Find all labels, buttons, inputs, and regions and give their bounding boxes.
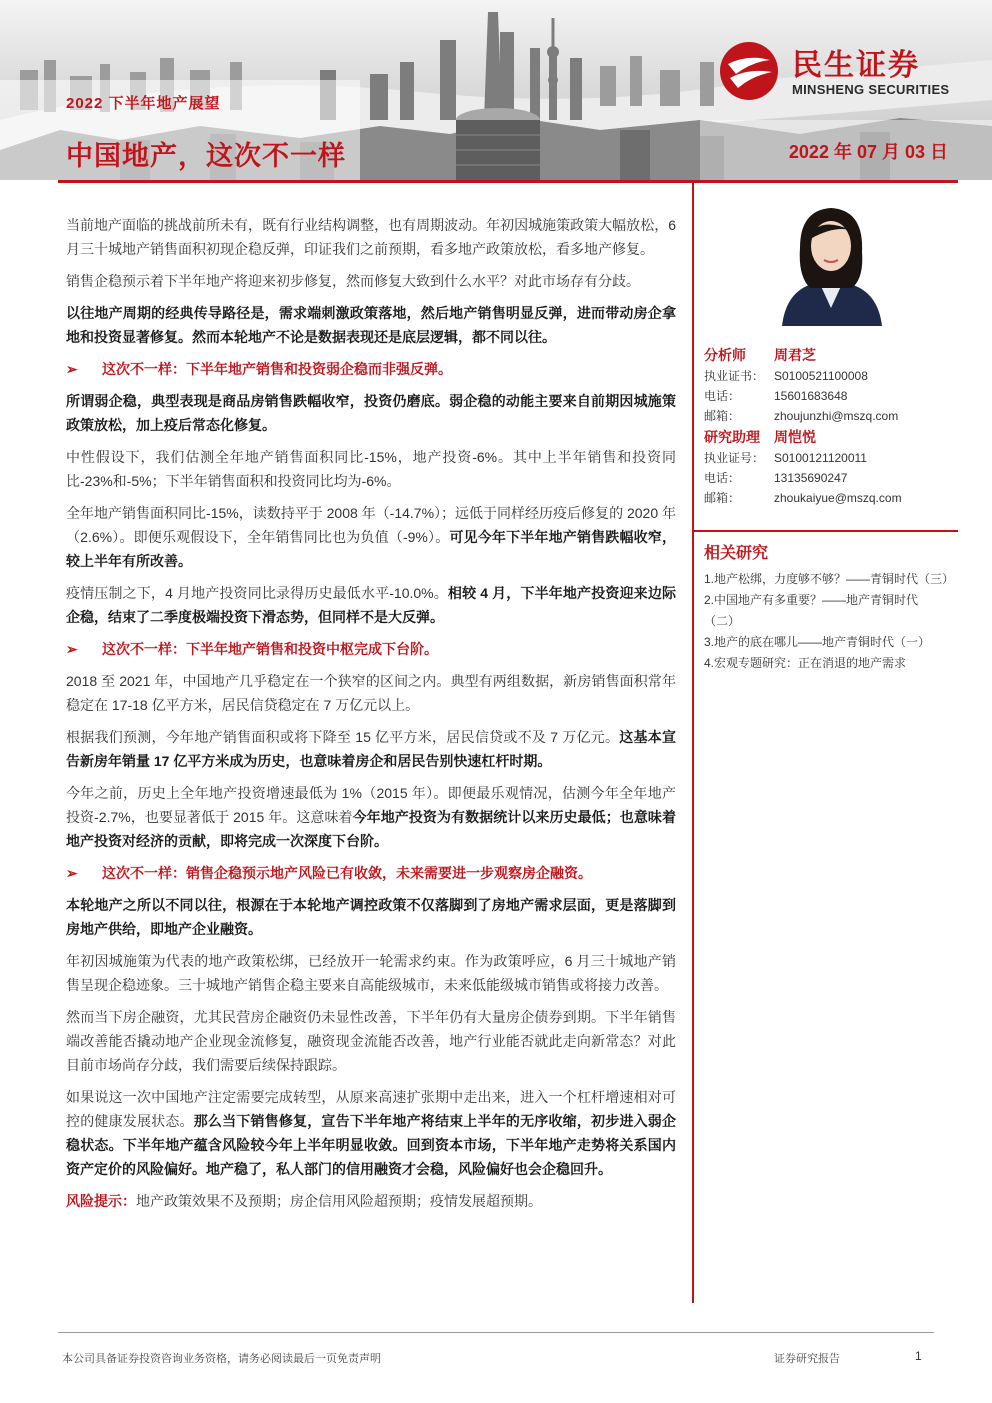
phone-label: 电话： — [704, 389, 741, 403]
paragraph — [66, 581, 676, 629]
key-point-text: 这次不一样：销售企稳预示地产风险已有收敛，未来需要进一步观察房企融资。 — [102, 865, 592, 881]
paragraph: 然而当下房企融资，尤其民营房企融资仍未显性改善，下半年仍有大量房企债券到期。下半年销售端改善能否撬动地产企业现金流修复，融资现金流能否改善，地产行业能否就此走向新常态？对此目前市场尚存分歧，我们需要后续保持跟踪。 — [66, 1009, 676, 1073]
paragraph: 销售企稳预示着下半年地产将迎来初步修复，然而修复大致到什么水平？对此市场存有分歧。 — [66, 273, 640, 289]
related-research-title: 相关研究 — [704, 545, 769, 562]
cert-row — [704, 366, 958, 386]
paragraph — [66, 501, 676, 573]
email-row — [704, 406, 958, 426]
header-divider — [58, 180, 958, 183]
footer-disclaimer: 本公司具备证券投资咨询业务资格，请务必阅读最后一页免责声明 — [62, 1353, 381, 1365]
arrow-bullet-icon: ➢ — [66, 641, 78, 657]
paragraph — [66, 781, 676, 853]
paragraph: 年初因城施策为代表的地产政策松绑，已经放开一轮需求约束。作为政策呼应，6 月三十城地产销售呈现企稳迹象。三十城地产销售企稳主要来自高能级城市，未来低能级城市销售或将接力改善。 — [66, 953, 676, 993]
email-address[interactable]: zhoukaiyue@mszq.com — [774, 491, 902, 505]
text: 如果说这一次中国地产注定需要完成转型，从原来高速扩张期中走出来，进入一个杠杆增速相对可控的健康发展状态。 — [66, 1089, 676, 1129]
assistant-row — [704, 426, 958, 448]
report-body — [66, 213, 676, 1221]
risk-text: 地产政策效果不及预期；房企信用风险超预期；疫情发展超预期。 — [136, 1193, 542, 1209]
related-research-item[interactable]: （二） — [704, 614, 741, 628]
cert-row — [704, 448, 958, 468]
bold-text: 可见今年下半年地产销售跌幅收窄，较上半年有所改善。 — [66, 529, 677, 569]
role-label: 研究助理 — [704, 429, 760, 445]
column-divider — [692, 183, 694, 1303]
footer-report-type: 证券研究报告 — [774, 1353, 840, 1365]
assistant-name: 周恺悦 — [774, 429, 816, 445]
text: 疫情压制之下，4 月地产投资同比录得历史最低水平-10.0%。 — [66, 585, 448, 601]
paragraph — [66, 1085, 676, 1181]
arrow-bullet-icon: ➢ — [66, 865, 78, 881]
text: 今年之前，历史上全年地产投资增速最低为 1%（2015 年）。即便最乐观情况，估测今年全年地产投资-2.7%，也要显著低于 2015 年。这意味着 — [66, 785, 676, 825]
role-label: 分析师 — [704, 347, 746, 363]
key-point-text: 这次不一样：下半年地产销售和投资弱企稳而非强反弹。 — [102, 361, 452, 377]
minsheng-logo-icon — [718, 40, 784, 102]
key-point-3 — [66, 861, 676, 885]
email-row — [704, 488, 958, 508]
key-point-2 — [66, 637, 676, 661]
key-point-text: 这次不一样：下半年地产销售和投资中枢完成下台阶。 — [102, 641, 438, 657]
sidebar-divider — [694, 530, 958, 532]
bold-text: 今年地产投资为有数据统计以来历史最低；也意味着地产投资对经济的贡献，即将完成一次深度下台阶。 — [66, 809, 676, 849]
risk-label: 风险提示： — [66, 1193, 136, 1209]
minsheng-logo — [718, 40, 968, 102]
paragraph — [66, 389, 676, 437]
related-research-item[interactable]: 3.地产的底在哪儿——地产青铜时代（一） — [704, 635, 931, 649]
phone-number: 15601683648 — [774, 389, 848, 403]
report-series: 2022 下半年地产展望 — [66, 95, 221, 112]
cert-number: S0100121120011 — [774, 451, 867, 465]
bold-text: 本轮地产之所以不同以往，根源在于本轮地产调控政策不仅落脚到了房地产需求层面，更是落脚到房地产供给，即地产企业融资。 — [66, 897, 676, 937]
related-research-item[interactable]: 2.中国地产有多重要？——地产青铜时代 — [704, 593, 919, 607]
phone-row — [704, 468, 958, 488]
analyst-name: 周君芝 — [774, 347, 816, 363]
bold-text: 所谓弱企稳，典型表现是商品房销售跌幅收窄，投资仍磨底。弱企稳的动能主要来自前期因城施策政策放松，加上疫后常态化修复。 — [66, 393, 676, 433]
email-label: 邮箱： — [704, 491, 741, 505]
paragraph — [66, 893, 676, 941]
header-banner — [0, 0, 992, 180]
report-date: 2022 年 07 月 03 日 — [788, 142, 948, 162]
bold-text: 以往地产周期的经典传导路径是，需求端刺激政策落地，然后地产销售明显反弹，进而带动房企拿地和投资显著修复。然而本轮地产不论是数据表现还是底层逻辑，都不同以往。 — [66, 305, 676, 345]
bold-text: 相较 4 月，下半年地产投资迎来边际企稳，结束了二季度极端投资下滑态势，但同样不是大反弹。 — [66, 585, 676, 625]
cert-label: 执业证号： — [704, 451, 765, 465]
analyst-info — [704, 344, 958, 508]
footer-divider — [58, 1332, 934, 1333]
key-point-1 — [66, 357, 676, 381]
analyst-row — [704, 344, 958, 366]
related-research — [704, 540, 958, 674]
related-research-item[interactable]: 4.宏观专题研究：正在消退的地产需求 — [704, 656, 907, 670]
paragraph: 2018 至 2021 年，中国地产几乎稳定在一个狭窄的区间之内。典型有两组数据，新房销售面积常年稳定在 17-18 亿平方米，居民信贷稳定在 7 万亿元以上。 — [66, 673, 676, 713]
cert-label: 执业证书： — [704, 369, 765, 383]
bold-text: 这基本宣告新房年销量 17 亿平方米成为历史，也意味着房企和居民告别快速杠杆时期。 — [66, 729, 677, 769]
logo-text-cn: 民生证券 — [792, 49, 920, 82]
risk-warning — [66, 1189, 676, 1213]
email-label: 邮箱： — [704, 409, 741, 423]
page-number: 1 — [915, 1349, 922, 1363]
related-research-item[interactable]: 1.地产松绑，力度够不够？——青铜时代（三） — [704, 572, 955, 586]
email-address[interactable]: zhoujunzhi@mszq.com — [774, 409, 899, 423]
text: 根据我们预测，今年地产销售面积或将下降至 15 亿平方米，居民信贷或不及 7 万亿元。 — [66, 729, 620, 745]
report-title: 中国地产，这次不一样 — [66, 141, 346, 171]
cert-number: S0100521100008 — [774, 369, 868, 383]
analyst-photo — [772, 196, 890, 326]
paragraph: 当前地产面临的挑战前所未有，既有行业结构调整，也有周期波动。年初因城施策政策大幅放松，6 月三十城地产销售面积初现企稳反弹，印证我们之前预期，看多地产政策放松，看多地产修复。 — [66, 217, 676, 257]
phone-label: 电话： — [704, 471, 741, 485]
text: 全年地产销售面积同比-15%，读数持平于 2008 年（-14.7%）；远低于同样经历疫后修复的 2020 年（2.6%）。即便乐观假设下，全年销售同比也为负值（-9%）。 — [66, 505, 676, 545]
bold-text: 那么当下销售修复，宣告下半年地产将结束上半年的无序收缩，初步进入弱企稳状态。下半年地产蕴含风险较今年上半年明显收敛。回到资本市场，下半年地产走势将关系国内资产定价的风险偏好。地产稳了，私人部门的信用融资才会稳，风险偏好也会企稳回升。 — [66, 1113, 677, 1177]
logo-text-en: MINSHENG SECURITIES — [792, 82, 950, 97]
phone-row — [704, 386, 958, 406]
arrow-bullet-icon: ➢ — [66, 361, 78, 377]
paragraph — [66, 725, 676, 773]
phone-number: 13135690247 — [774, 471, 848, 485]
paragraph — [66, 301, 676, 349]
paragraph: 中性假设下，我们估测全年地产销售面积同比-15%，地产投资-6%。其中上半年销售和投资同比-23%和-5%；下半年销售面积和投资同比均为-6%。 — [66, 449, 676, 489]
